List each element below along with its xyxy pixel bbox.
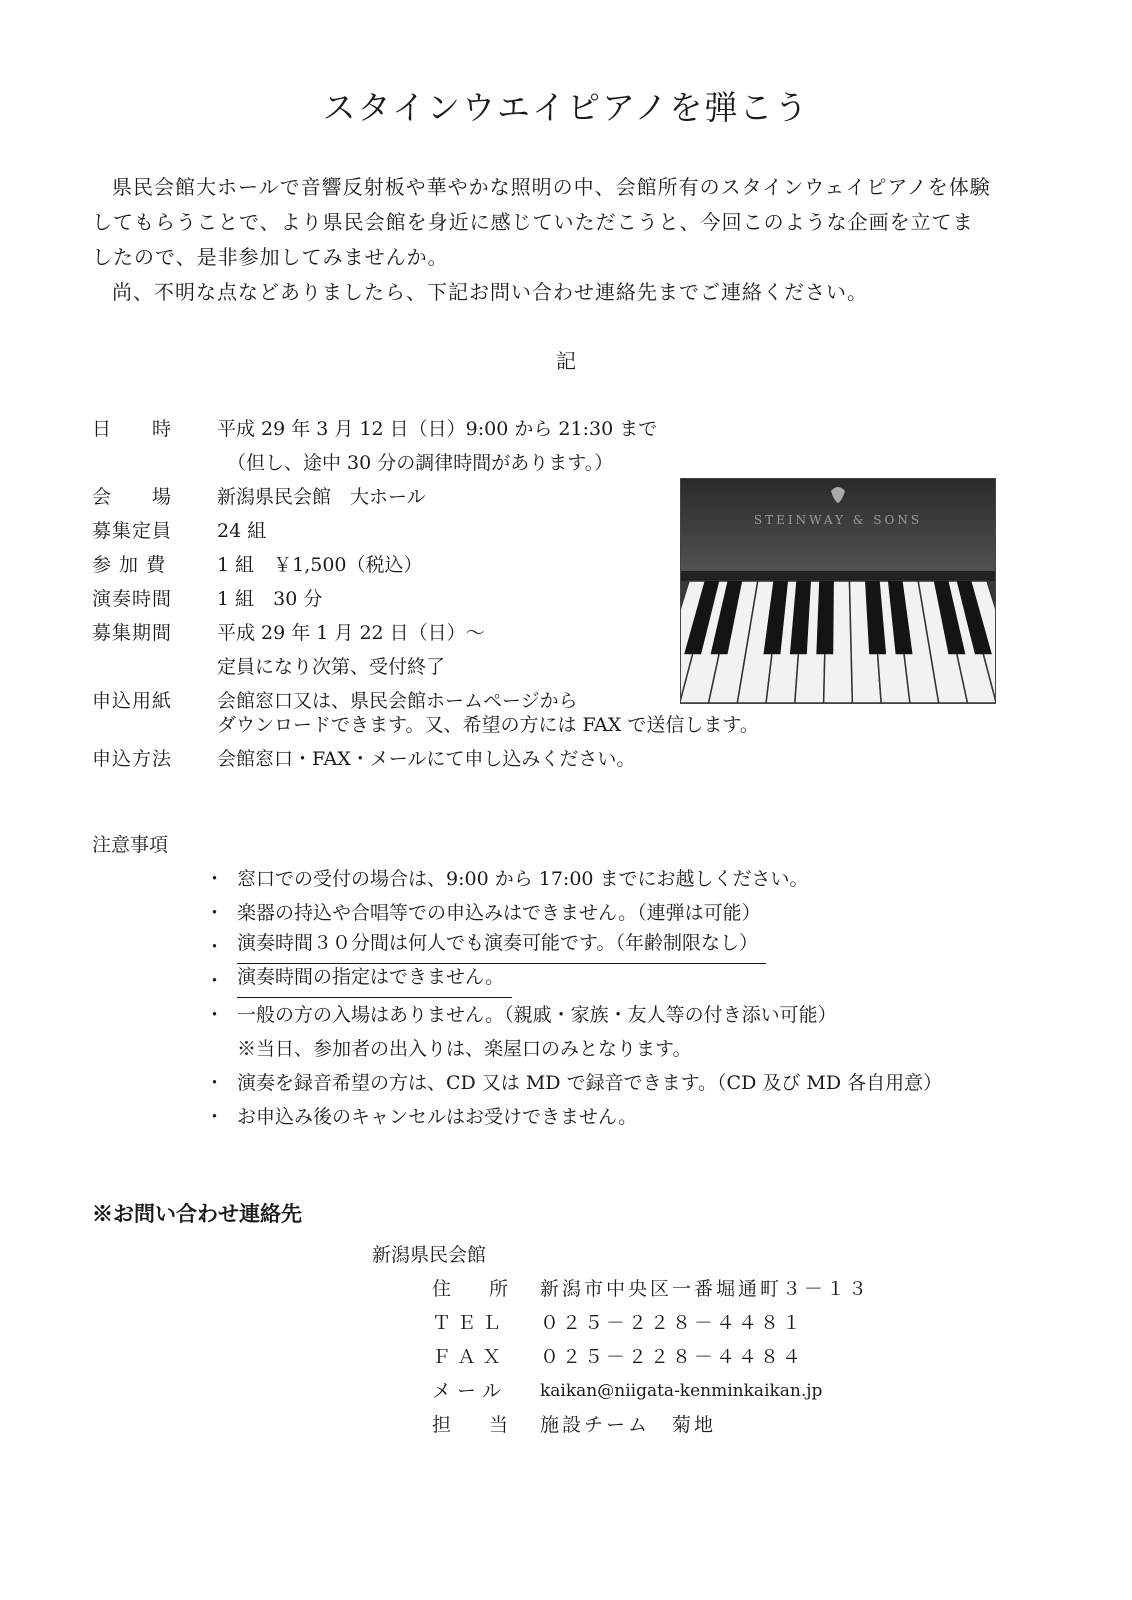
detail-method-value: 会館窓口・FAX・メールにて申し込みください。 bbox=[217, 748, 636, 770]
contact-person-label: 担 当 bbox=[432, 1414, 509, 1436]
contact-heading: ※お問い合わせ連絡先 bbox=[92, 1201, 302, 1226]
contact-mail-label: メ ー ル bbox=[432, 1380, 502, 1402]
contact-fax-value: ０２５－２２８－４４８４ bbox=[540, 1346, 805, 1368]
detail-duration-value: 1 組 30 分 bbox=[217, 588, 323, 610]
note-sub-item bbox=[205, 1032, 1005, 1066]
contact-fax-label: Ｆ Ａ Ｘ bbox=[432, 1346, 502, 1368]
note-text: 演奏時間の指定はできません。 bbox=[237, 964, 512, 998]
contact-mail bbox=[432, 1374, 870, 1408]
detail-period-label: 募集期間 bbox=[92, 622, 173, 644]
note-item bbox=[205, 998, 1005, 1032]
note-sub-text: ※当日、参加者の出入りは、楽屋口のみとなります。 bbox=[237, 1038, 692, 1060]
note-item bbox=[205, 896, 1005, 930]
bullet-icon: ・ bbox=[205, 1106, 225, 1128]
contact-fax bbox=[432, 1340, 870, 1374]
contact-tel-value: ０２５－２２８－４４８１ bbox=[540, 1312, 805, 1334]
event-details bbox=[92, 412, 712, 718]
detail-form-note: ダウンロードできます。又、希望の方には FAX で送信します。 bbox=[217, 714, 759, 736]
page-title: スタインウエイピアノを弾こう bbox=[322, 88, 810, 127]
bullet-icon: ・ bbox=[205, 936, 225, 958]
notes-heading: 注意事項 bbox=[92, 834, 169, 856]
bullet-icon: ・ bbox=[205, 1072, 225, 1094]
piano-keys-illustration bbox=[681, 479, 995, 703]
note-text: 窓口での受付の場合は、9:00 から 17:00 までにお越しください。 bbox=[237, 868, 809, 890]
ki-heading: 記 bbox=[556, 349, 576, 373]
detail-duration bbox=[92, 582, 712, 616]
black-key bbox=[816, 581, 834, 654]
detail-wide-block bbox=[92, 708, 992, 776]
note-item bbox=[205, 862, 1005, 896]
detail-date-note: （但し、途中 30 分の調律時間があります。） bbox=[227, 452, 614, 474]
detail-capacity bbox=[92, 514, 712, 548]
detail-form-label: 申込用紙 bbox=[92, 690, 173, 712]
intro-line-2: 尚、不明な点などありましたら、下記お問い合わせ連絡先までご連絡ください。 bbox=[112, 280, 868, 304]
note-item bbox=[205, 1066, 1005, 1100]
detail-form-value: 会館窓口又は、県民会館ホームページから bbox=[217, 690, 578, 712]
intro-line-1: 県民会館大ホールで音響反射板や華やかな照明の中、会館所有のスタインウェイピアノを体験してもらうことで、より県民会館を身近に感じていただこうと、今回このような企画を立てましたので、是非参加してみませんか。 bbox=[92, 175, 991, 269]
contact-address-value: 新潟市中央区一番堀通町３－１３ bbox=[540, 1278, 871, 1300]
notes-list bbox=[205, 862, 1005, 1134]
note-text: 楽器の持込や合唱等での申込みはできません。（連弾は可能） bbox=[237, 902, 761, 924]
detail-date bbox=[92, 412, 712, 446]
contact-person-value: 施設チーム 菊地 bbox=[540, 1414, 717, 1436]
detail-period-note: 定員になり次第、受付終了 bbox=[217, 656, 446, 678]
contact-tel-label: Ｔ Ｅ Ｌ bbox=[432, 1312, 502, 1334]
contact-details bbox=[432, 1272, 870, 1442]
detail-venue bbox=[92, 480, 712, 514]
note-item bbox=[205, 964, 1005, 998]
contact-person bbox=[432, 1408, 870, 1442]
contact-address bbox=[432, 1272, 870, 1306]
detail-period bbox=[92, 616, 712, 650]
note-text: お申込み後のキャンセルはお受けできません。 bbox=[237, 1106, 638, 1128]
note-text: 一般の方の入場はありません。（親戚・家族・友人等の付き添い可能） bbox=[237, 1004, 837, 1026]
contact-address-label: 住 所 bbox=[432, 1278, 509, 1300]
contact-org: 新潟県民会館 bbox=[372, 1244, 487, 1266]
note-text: 演奏時間３０分間は何人でも演奏可能です。（年齢制限なし） bbox=[237, 930, 766, 964]
detail-venue-value: 新潟県民会館 大ホール bbox=[217, 486, 426, 508]
detail-duration-label: 演奏時間 bbox=[92, 588, 173, 610]
bullet-icon: ・ bbox=[205, 868, 225, 890]
contact-tel bbox=[432, 1306, 870, 1340]
bullet-icon: ・ bbox=[205, 970, 225, 992]
intro-paragraph bbox=[92, 170, 992, 310]
note-item bbox=[205, 930, 1005, 964]
detail-capacity-label: 募集定員 bbox=[92, 520, 173, 542]
detail-capacity-value: 24 組 bbox=[217, 520, 267, 542]
detail-fee bbox=[92, 548, 712, 582]
bullet-icon: ・ bbox=[205, 1004, 225, 1026]
piano-keys-photo bbox=[680, 478, 996, 704]
detail-venue-label: 会 場 bbox=[92, 486, 173, 508]
contact-mail-value: kaikan@niigata-kenminkaikan.jp bbox=[540, 1381, 823, 1401]
detail-date-value: 平成 29 年 3 月 12 日（日）9:00 から 21:30 まで bbox=[217, 418, 658, 440]
detail-method-label: 申込方法 bbox=[92, 748, 173, 770]
detail-period-value: 平成 29 年 1 月 22 日（日）～ bbox=[217, 622, 485, 644]
detail-method bbox=[92, 742, 992, 776]
bullet-icon: ・ bbox=[205, 902, 225, 924]
note-item bbox=[205, 1100, 1005, 1134]
detail-date-label: 日 時 bbox=[92, 418, 173, 440]
note-text: 演奏を録音希望の方は、CD 又は MD で録音できます。（CD 及び MD 各自用意） bbox=[237, 1072, 943, 1094]
piano-brand: STEINWAY & SONS bbox=[753, 513, 923, 527]
detail-fee-value: 1 組 ￥1,500（税込） bbox=[217, 554, 423, 576]
detail-fee-label: 参 加 費 bbox=[92, 554, 167, 576]
